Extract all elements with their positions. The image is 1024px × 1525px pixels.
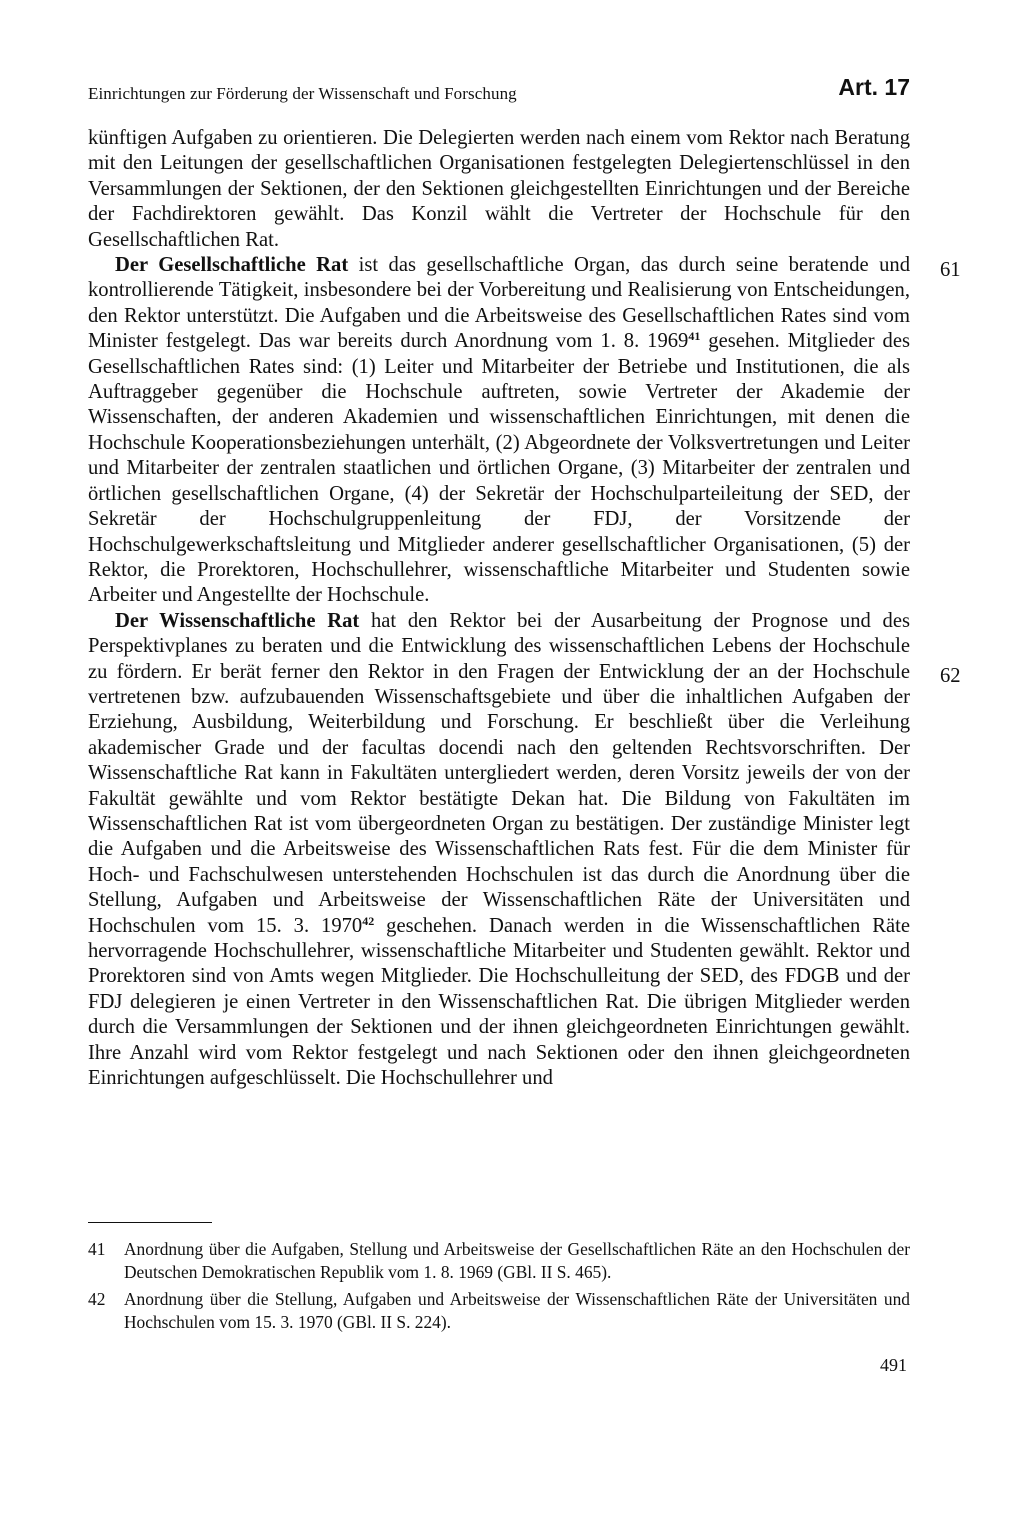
footnotes (88, 1238, 910, 1338)
paragraph-text: ist das gesellschaftliche Organ, das durch seine beratende und kontrollierende Tätigkeit, insbesondere bei der Vorbereitung und Realisierung von Entscheidungen, den Rektor unterstützt. Die Aufgaben und die Arbeitsweise des Gesellschaftlichen Rates sind vom Minister festgelegt. Das war bereits durch Anordnung vom 1. 8. 1969 (88, 254, 910, 353)
footnote-divider (88, 1222, 212, 1223)
footnote-text: Anordnung über die Aufgaben, Stellung und Arbeitsweise der Gesellschaftlichen Räte an den Hochschulen der Deutschen Demokratischen Republik vom 1. 8. 1969 (GBl. II S. 465). (124, 1239, 910, 1282)
paragraph-lead: Der Wissenschaftliche Rat (115, 609, 360, 632)
paragraph-continuation (88, 126, 910, 253)
footnote-number: 42 (88, 1289, 106, 1309)
footnote-number: 41 (88, 1239, 106, 1259)
article-label: Art. 17 (838, 74, 910, 100)
body-text (88, 126, 910, 1091)
paragraph-text: hat den Rektor bei der Ausarbeitung der Prognose und des Perspektivplanes zu beraten und die Entwicklung des wissenschaftlichen Lebens der Hochschule zu fördern. Er berät ferner den Rektor in den Fragen der Entwicklung der an der Hochschule vertretenen bzw. aufzubauenden Wissenschaftsgebiete und über die inhaltlichen Aufgaben der Erziehung, Ausbildung, Weiterbildung und Forschung. Er beschließt über die Verleihung akademischer Grade und der facultas docendi nach den geltenden Rechtsvorschriften. Der Wissenschaftliche Rat kann in Fakultäten untergliedert werden, deren Vorsitz jeweils der von der Fakultät gewählte und vom Rektor bestätigte Dekan hat. Die Bildung von Fakultäten im Wissenschaftlichen Rat ist vom übergeordneten Organ zu bestätigen. Der zuständige Minister legt die Aufgaben und die Arbeitsweise des Wissenschaftlichen Rats fest. Für die dem Minister für Hoch- und Fachschulwesen unterstehenden Hochschulen ist das durch die Anordnung über die Stellung, Aufgaben und Arbeitsweise der Wissenschaftlichen Räte der Universitäten und Hochschulen vom 15. 3. 1970 (88, 609, 910, 937)
footnote-reference[interactable]: 42 (362, 913, 375, 928)
paragraph-lead: Der Gesellschaftliche Rat (115, 254, 349, 277)
paragraph-text: gesehen. Mitglieder des Gesellschaftlichen Rates sind: (1) Leiter und Mitarbeiter der Betriebe und Institutionen, die als Auftraggeber gegenüber die Hochschule auftreten, sowie Vertreter der Akademie der Wissenschaften, der anderen Akademien und wissenschaftlichen Einrichtungen, mit denen die Hochschule Kooperationsbeziehungen unterhält, (2) Abgeordnete der Volksvertretungen und Leiter und Mitarbeiter der zentralen staatlichen und örtlichen Organe, (3) Mitarbeiter der zentralen und örtlichen gesellschaftlichen Organe, (4) der Sekretär der Hochschulparteileitung der SED, der Sekretär der Hochschulgruppenleitung der FDJ, der Vorsitzende der Hochschulgewerkschaftsleitung und Mitglieder anderer gesellschaftlicher Organisationen, (5) der Rektor, die Prorektoren, Hochschullehrer, wissenschaftliche Mitarbeiter und Studenten sowie Arbeiter und Angestellte der Hochschule. (88, 330, 910, 607)
paragraph-text: künftigen Aufgaben zu orientieren. Die Delegierten werden nach einem vom Rektor nach Beratung mit den Leitungen der gesellschaftlichen Organisationen festgelegten Delegiertenschlüssel in den Versammlungen der Sektionen, der den Sektionen gleichgestellten Einrichtungen und der Bereiche der Fachdirektoren gewählt. Das Konzil wählt die Vertreter der Hochschule für den Gesellschaftlichen Rat. (88, 127, 910, 251)
running-head: Einrichtungen zur Förderung der Wissenschaft und Forschung (88, 84, 517, 103)
footnote-text: Anordnung über die Stellung, Aufgaben und Arbeitsweise der Wissenschaftlichen Räte der Universitäten und Hochschulen vom 15. 3. 1970 (GBl. II S. 224). (124, 1289, 910, 1332)
page-number: 491 (880, 1355, 907, 1375)
margin-number: 61 (940, 259, 961, 281)
footnote-reference[interactable]: 41 (688, 329, 701, 344)
footnote (88, 1288, 910, 1334)
paragraph-gesellschaftlicher-rat (88, 253, 910, 609)
paragraph-text: geschehen. Danach werden in die Wissenschaftlichen Räte hervorragende Hochschullehrer, wissenschaftliche Mitarbeiter und Studenten gewählt. Rektor und Prorektoren sind von Amts wegen Mitglieder. Die Hochschulleitung der SED, des FDGB und der FDJ delegieren je einen Vertreter in den Wissenschaftlichen Rat. Die übrigen Mitglieder werden durch die Versammlungen der Sektionen und der ihnen gleichgeordneten Einrichtungen gewählt. Ihre Anzahl wird vom Rektor festgelegt und nach Sektionen oder den ihnen gleichgeordneten Einrichtungen aufgeschlüsselt. Die Hochschullehrer und (88, 914, 910, 1090)
paragraph-wissenschaftlicher-rat (88, 609, 910, 1092)
page-header (88, 74, 910, 114)
margin-number: 62 (940, 665, 961, 687)
footnote (88, 1238, 910, 1284)
